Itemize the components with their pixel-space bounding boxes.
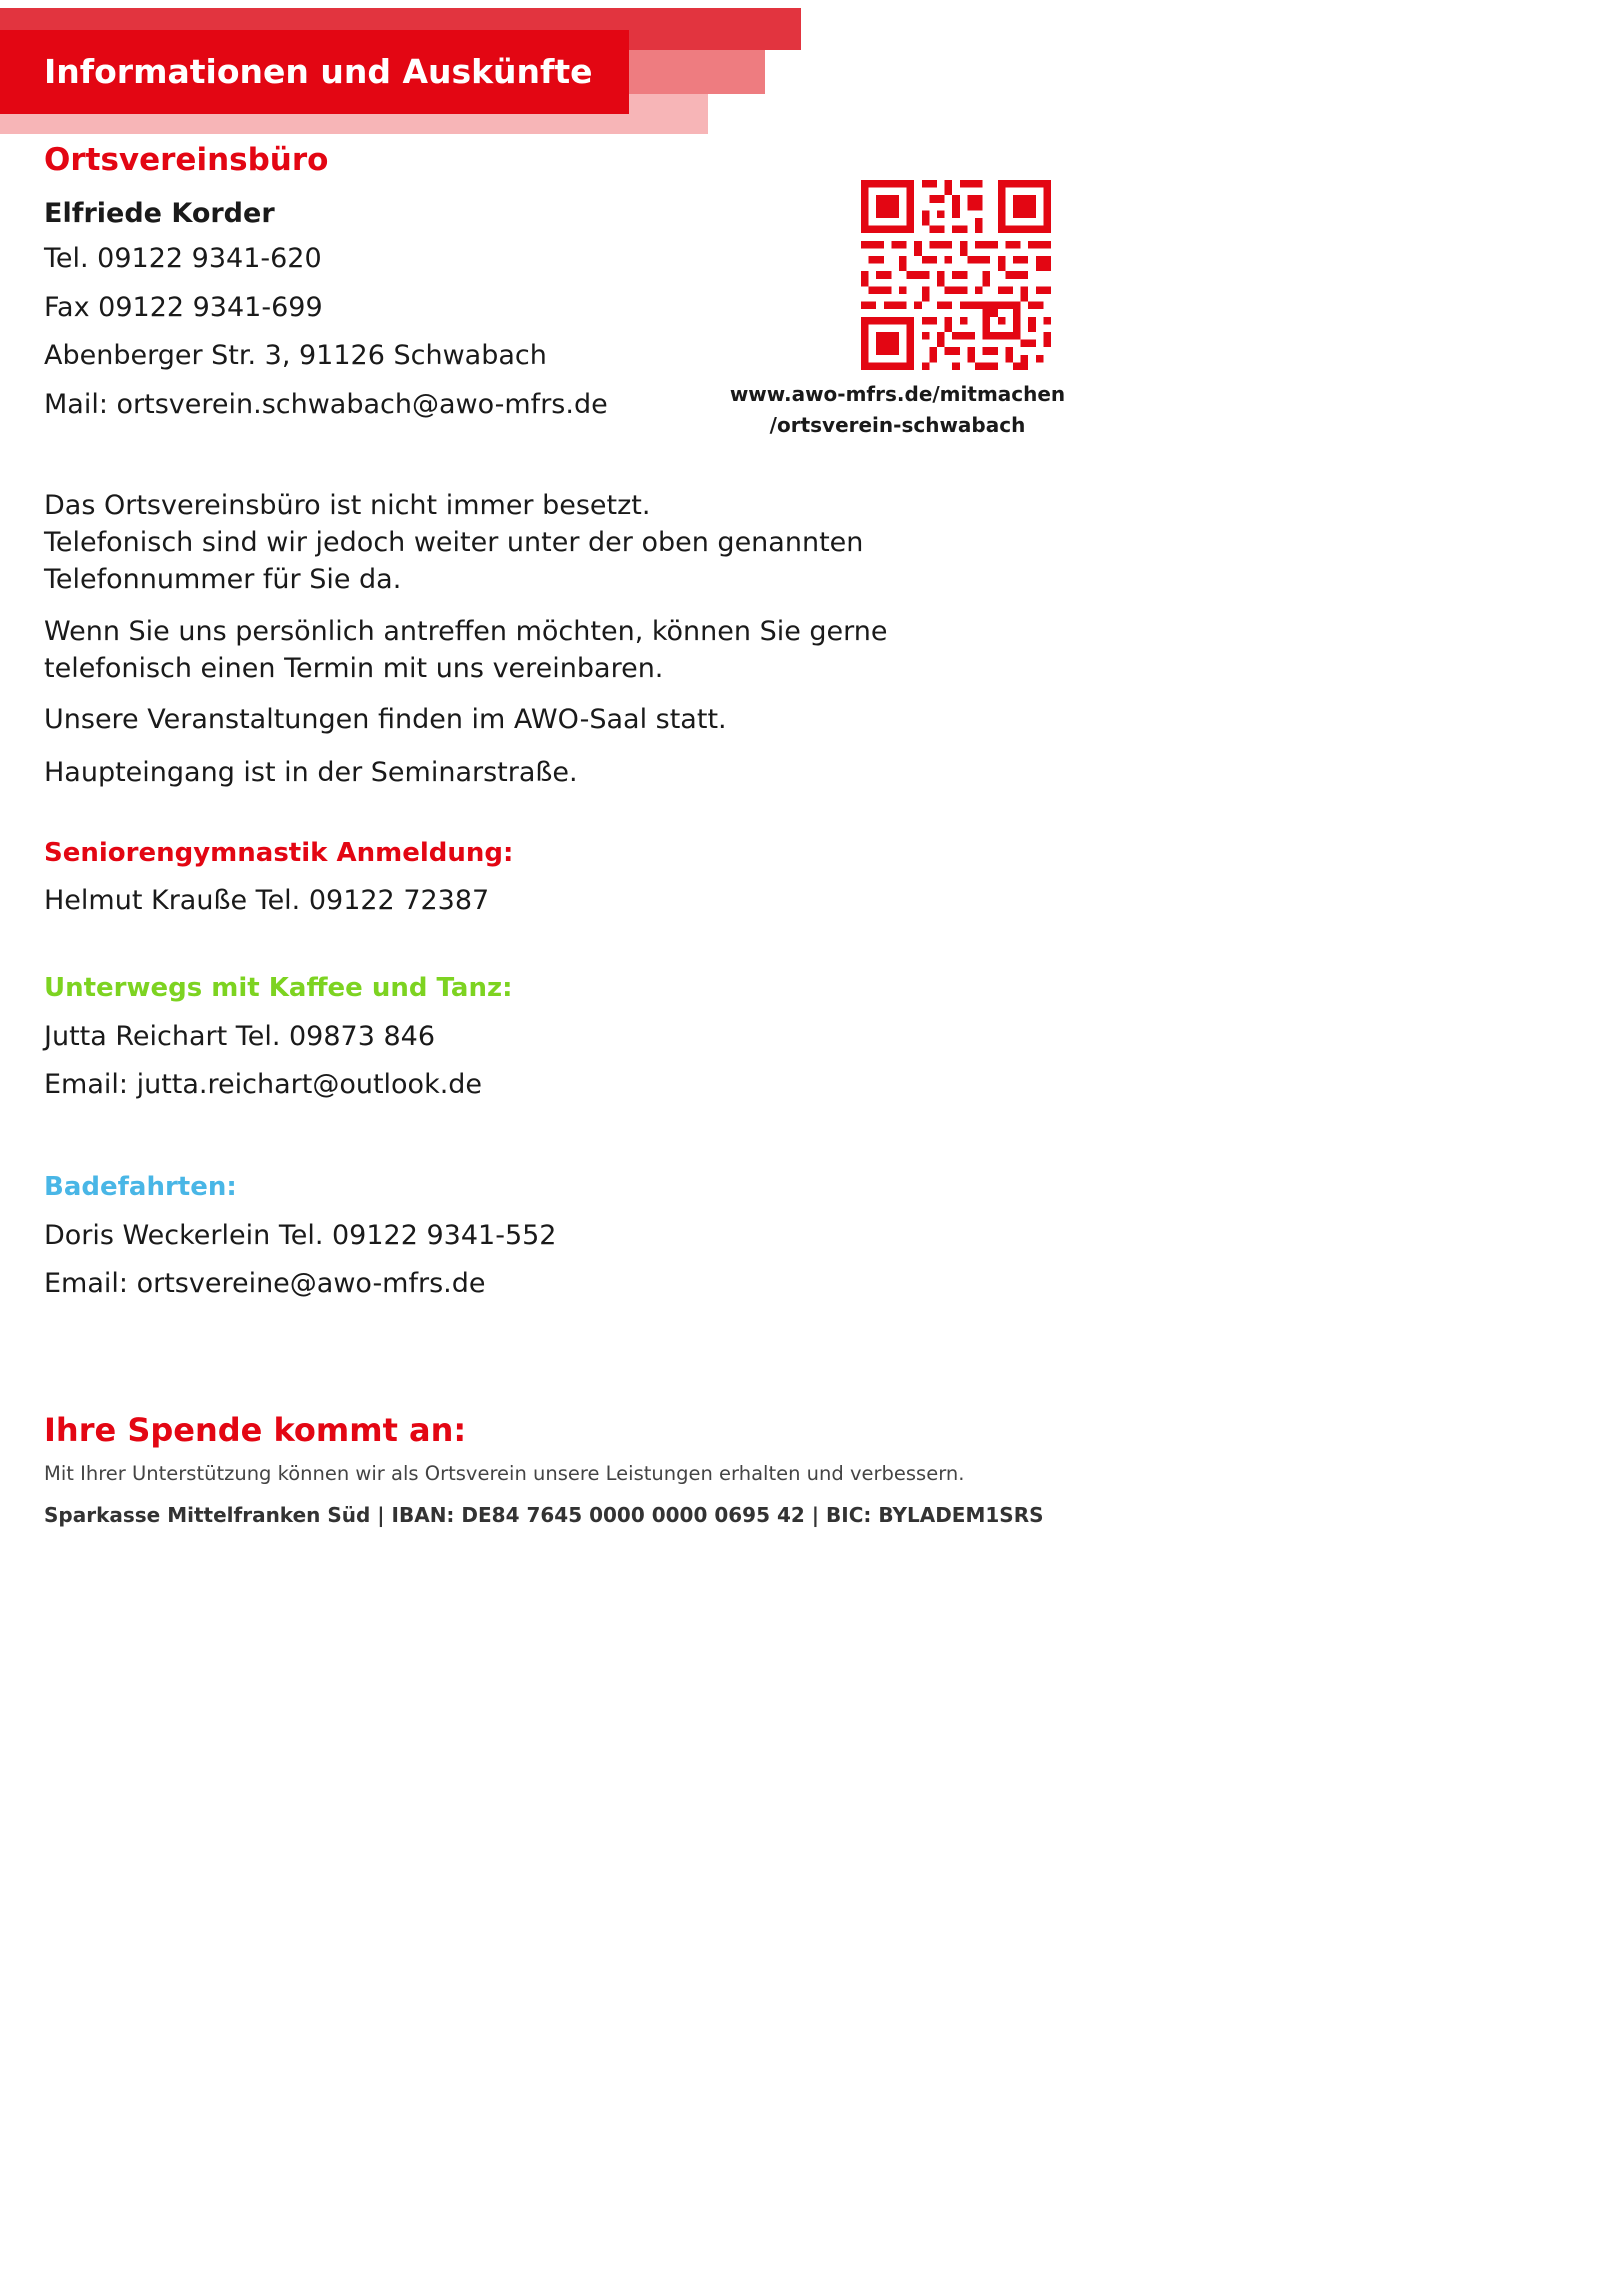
qr-url-line-1[interactable]: www.awo-mfrs.de/mitmachen: [729, 382, 1066, 406]
qr-url-line-2[interactable]: /ortsverein-schwabach: [769, 413, 1026, 437]
info-paragraph-3: Unsere Veranstaltungen finden im AWO-Saal statt.: [44, 704, 727, 735]
qr-code-icon[interactable]: [861, 180, 1051, 370]
bank-details: Sparkasse Mittelfranken Süd | IBAN: DE84 7645 0000 0000 0695 42 | BIC: BYLADEM1SRS: [44, 1503, 1044, 1527]
info-paragraph-1-line-2: Telefonisch sind wir jedoch weiter unter der oben genannten: [44, 527, 864, 558]
info-paragraph-1-line-1: Das Ortsvereinsbüro ist nicht immer besetzt.: [44, 490, 651, 521]
office-phone: Tel. 09122 9341-620: [44, 243, 322, 274]
dance-email[interactable]: Email: jutta.reichart@outlook.de: [44, 1069, 483, 1100]
office-contact-name: Elfriede Korder: [44, 198, 275, 229]
page-title: Informationen und Auskünfte: [44, 52, 593, 91]
bath-trips-contact: Doris Weckerlein Tel. 09122 9341-552: [44, 1220, 557, 1251]
dance-contact: Jutta Reichart Tel. 09873 846: [44, 1021, 435, 1052]
office-heading: Ortsvereinsbüro: [44, 142, 329, 178]
info-paragraph-2-line-1: Wenn Sie uns persönlich antreffen möchten, können Sie gerne: [44, 616, 888, 647]
gymnastics-heading: Seniorengymnastik Anmeldung:: [44, 838, 514, 868]
donation-heading: Ihre Spende kommt an:: [44, 1411, 467, 1449]
office-fax: Fax 09122 9341-699: [44, 292, 323, 323]
bath-trips-email[interactable]: Email: ortsvereine@awo-mfrs.de: [44, 1268, 486, 1299]
dance-heading: Unterwegs mit Kaffee und Tanz:: [44, 973, 513, 1003]
info-paragraph-1-line-3: Telefonnummer für Sie da.: [44, 564, 402, 595]
donation-note: Mit Ihrer Unterstützung können wir als Ortsverein unsere Leistungen erhalten und verbessern.: [44, 1462, 965, 1485]
info-paragraph-2-line-2: telefonisch einen Termin mit uns vereinbaren.: [44, 653, 664, 684]
office-address: Abenberger Str. 3, 91126 Schwabach: [44, 340, 547, 371]
office-mail[interactable]: Mail: ortsverein.schwabach@awo-mfrs.de: [44, 389, 608, 420]
info-paragraph-4: Haupteingang ist in der Seminarstraße.: [44, 757, 578, 788]
bath-trips-heading: Badefahrten:: [44, 1172, 237, 1202]
gymnastics-contact: Helmut Krauße Tel. 09122 72387: [44, 885, 490, 916]
